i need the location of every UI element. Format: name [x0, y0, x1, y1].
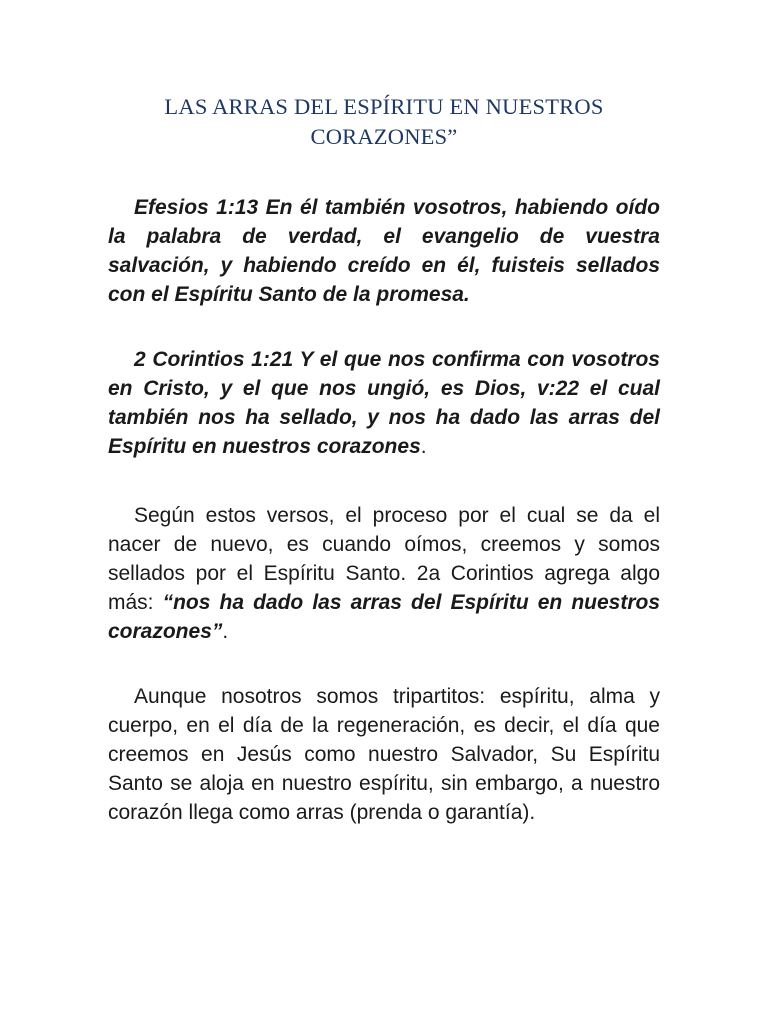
quoted-verse: “nos ha dado las arras del Espíritu en nuestros corazones” — [108, 591, 661, 643]
verse-text: 2 Corintios 1:21 Y el que nos confirma con vosotros en Cristo, y el que nos ungió, es Dios, v:22 el cual también nos ha sellado, y nos ha dado las arras del Espíritu en nuestros corazones — [108, 348, 660, 458]
document-title: LAS ARRAS DEL ESPÍRITU EN NUESTROS CORAZONES” — [164, 94, 604, 149]
paragraph-ephesians-verse — [108, 193, 660, 309]
paragraph-explanation — [108, 501, 660, 646]
paragraph-tripartite — [108, 682, 660, 827]
verse-text: Efesios 1:13 En él también vosotros, habiendo oído la palabra de verdad, el evangelio de vuestra salvación, y habiendo creído en él, fuisteis sellados con el Espíritu Santo de la promesa. — [108, 196, 660, 306]
body-text: Según estos versos, el proceso por el cual se da el nacer de nuevo, es cuando oímos, creemos y somos sellados por el Espíritu Santo. 2a Corintios agrega algo más: — [108, 504, 660, 614]
paragraph-corinthians-verse — [108, 345, 660, 461]
body-text: Aunque nosotros somos tripartitos: espíritu, alma y cuerpo, en el día de la regeneración, es decir, el día que creemos en Jesús como nuestro Salvador, Su Espíritu Santo se aloja en nuestro espíritu, sin embargo, a nuestro corazón llega como arras (prenda o garantía). — [108, 685, 660, 824]
body-period: . — [222, 620, 229, 643]
verse-period: . — [420, 435, 427, 458]
